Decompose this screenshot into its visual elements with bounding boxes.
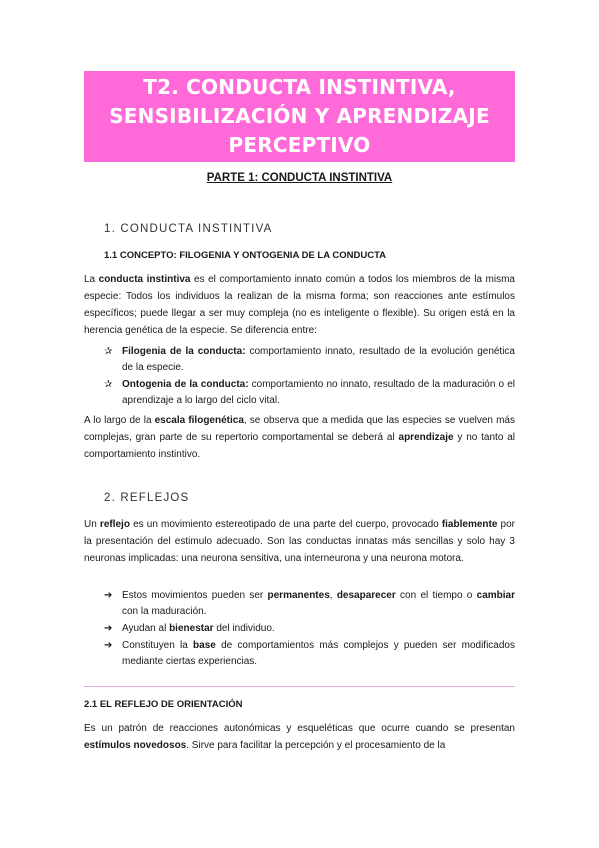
section-1-1-heading: 1.1 CONCEPTO: FILOGENIA Y ONTOGENIA DE LA CONDUCTA (104, 250, 387, 261)
text: Es un patrón de reacciones autonómicas y esqueléticas que ocurre cuando se presentan (84, 723, 515, 734)
list-item (104, 621, 515, 637)
text: La (84, 274, 99, 285)
text: comportamiento no innato, resultado de la maduración o el aprendizaje a lo largo del ciclo vital. (122, 379, 515, 406)
section-2-paragraph-1 (84, 516, 515, 567)
star-icon: ✰ (104, 346, 113, 357)
section-1-bullet-list (104, 344, 515, 410)
bold-term: Filogenia de la conducta: (122, 346, 246, 357)
bold-term: permanentes (267, 590, 330, 601)
text: A lo largo de la (84, 415, 155, 426)
text: por la presentación del estimulo adecuado. Son las conductas innatas más sencillas y solo hay 3 neuronas implicadas: una neurona sensitiva, una interneurona y una neurona motora. (84, 519, 515, 564)
text: , se observa que a medida que las especies se vuelven más complejas, gran parte de su repertorio comportamental se deberá al (84, 415, 515, 443)
bold-term: conducta instintiva (98, 274, 191, 285)
text: Un (84, 519, 100, 530)
list-item (104, 344, 515, 376)
arrow-right-icon: ➔ (104, 590, 113, 601)
list-item (104, 638, 515, 670)
text: con la maduración. (122, 606, 207, 617)
bold-term: aprendizaje (398, 432, 454, 443)
title-line-3: PERCEPTIVO (228, 133, 371, 157)
title-banner (84, 71, 515, 162)
bold-term: Ontogenia de la conducta: (122, 379, 249, 390)
section-2-bullet-list (104, 588, 515, 671)
section-2-1-heading: 2.1 EL REFLEJO DE ORIENTACIÓN (84, 699, 243, 710)
title-line-2: SENSIBILIZACIÓN Y APRENDIZAJE (109, 104, 490, 128)
text: comportamiento innato, resultado de la evolución genética de la especie. (122, 346, 515, 373)
bold-term: base (193, 640, 216, 651)
text: con el tiempo o (395, 590, 477, 601)
text: Constituyen la (122, 640, 194, 651)
text: Estos movimientos pueden ser (122, 590, 268, 601)
text: es un movimiento estereotipado de una parte del cuerpo, provocado (129, 519, 442, 530)
section-2-paragraph-2 (84, 720, 515, 754)
text: y no tanto al comportamiento instintivo. (84, 432, 515, 460)
text: es el comportamiento innato común a todos los miembros de la misma especie: Todos los individuos la realizan de la misma forma; son reacciones ante estímulos específicos; puede llegar a ser muy compleja (no es inteligente o flexible). Su origen está en la herencia genética de la especie. Se diferencia entre: (84, 274, 515, 336)
text: . Sirve para facilitar la percepción y el procesamiento de la (186, 740, 446, 751)
list-item (104, 377, 515, 409)
section-2-heading: 2. REFLEJOS (104, 492, 190, 504)
bold-term: reflejo (99, 519, 130, 530)
arrow-right-icon: ➔ (104, 623, 113, 634)
part-heading: PARTE 1: CONDUCTA INSTINTIVA (206, 172, 393, 184)
bold-term: fiablemente (441, 519, 498, 530)
title-line-1: T2. CONDUCTA INSTINTIVA, (143, 75, 456, 99)
arrow-right-icon: ➔ (104, 640, 113, 651)
text: , (329, 590, 337, 601)
bold-term: desaparecer (336, 590, 396, 601)
section-1-paragraph-1 (84, 271, 515, 339)
section-1-paragraph-2 (84, 412, 515, 463)
text: de comportamientos más complejos y pueden ser modificados mediante ciertas experiencias. (122, 640, 515, 667)
text: del individuo. (213, 623, 275, 634)
bold-term: cambiar (476, 590, 515, 601)
bold-term: escala filogenética (154, 415, 244, 426)
text: Ayudan al (122, 623, 170, 634)
list-item (104, 588, 515, 620)
bold-term: estímulos novedosos (84, 740, 187, 751)
star-icon: ✰ (104, 379, 113, 390)
bold-term: bienestar (169, 623, 214, 634)
section-divider (84, 686, 515, 687)
section-1-heading: 1. CONDUCTA INSTINTIVA (104, 223, 273, 235)
